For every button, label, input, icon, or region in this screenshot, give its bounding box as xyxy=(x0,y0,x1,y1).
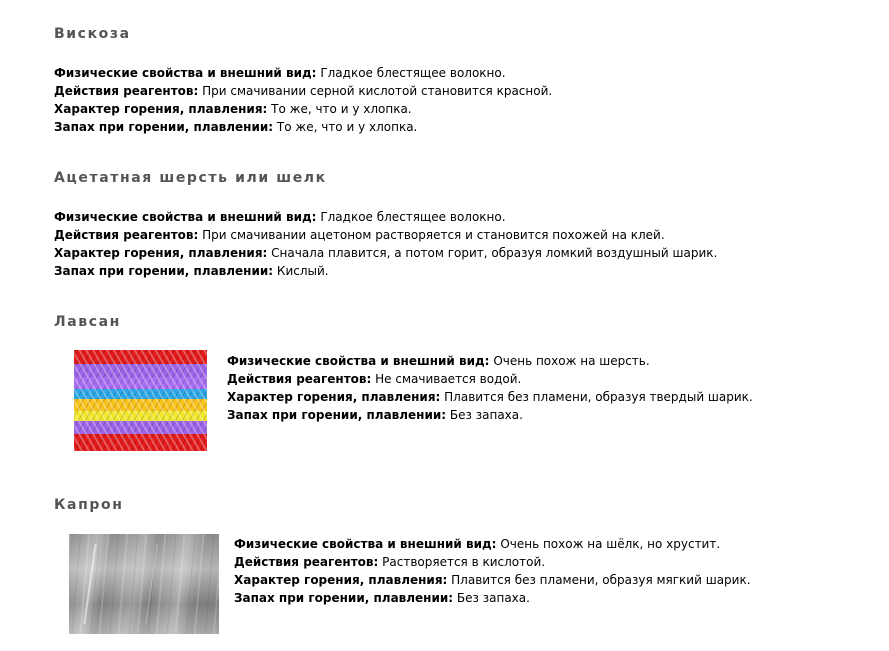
property-smell xyxy=(234,589,751,607)
property-reagents xyxy=(54,82,552,100)
property-label: Характер горения, плавления: xyxy=(234,573,448,587)
property-value: Плавится без пламени, образуя твердый шарик. xyxy=(444,390,753,404)
property-label: Физические свойства и внешний вид: xyxy=(54,210,317,224)
property-value: Очень похож на шерсть. xyxy=(493,354,650,368)
property-reagents xyxy=(234,553,751,571)
property-physical xyxy=(54,64,552,82)
property-label: Физические свойства и внешний вид: xyxy=(227,354,490,368)
property-smell xyxy=(227,406,753,424)
property-label: Запах при горении, плавлении: xyxy=(54,120,274,134)
property-physical xyxy=(227,352,753,370)
property-value: Растворяется в кислотой. xyxy=(382,555,546,569)
property-value: При смачивании ацетоном растворяется и становится похожей на клей. xyxy=(202,228,665,242)
property-value: Не смачивается водой. xyxy=(375,372,522,386)
section-title-acetate: Ацетатная шерсть или шелк xyxy=(54,170,327,186)
properties-viscose xyxy=(54,64,552,136)
property-reagents xyxy=(54,226,717,244)
property-value: Без запаха. xyxy=(456,591,530,605)
section-title-kapron: Капрон xyxy=(54,497,124,513)
property-burning xyxy=(234,571,751,589)
section-title-viscose: Вискоза xyxy=(54,26,131,42)
property-value: То же, что и у хлопка. xyxy=(276,120,418,134)
property-label: Характер горения, плавления: xyxy=(227,390,441,404)
property-burning xyxy=(54,100,552,118)
property-value: Без запаха. xyxy=(449,408,523,422)
property-label: Физические свойства и внешний вид: xyxy=(234,537,497,551)
property-label: Действия реагентов: xyxy=(54,84,199,98)
property-physical xyxy=(54,208,717,226)
property-label: Действия реагентов: xyxy=(227,372,372,386)
section-title-lavsan: Лавсан xyxy=(54,314,121,330)
property-value: Очень похож на шёлк, но хрустит. xyxy=(500,537,721,551)
lavsan-strap-image xyxy=(74,350,207,451)
property-burning xyxy=(54,244,717,262)
property-value: Сначала плавится, а потом горит, образуя ломкий воздушный шарик. xyxy=(271,246,718,260)
property-label: Характер горения, плавления: xyxy=(54,102,268,116)
property-value: Гладкое блестящее волокно. xyxy=(320,210,506,224)
property-reagents xyxy=(227,370,753,388)
property-value: Плавится без пламени, образуя мягкий шарик. xyxy=(451,573,751,587)
kapron-fabric-image xyxy=(69,534,219,634)
property-label: Действия реагентов: xyxy=(54,228,199,242)
properties-lavsan xyxy=(227,352,753,424)
property-label: Запах при горении, плавлении: xyxy=(234,591,454,605)
property-physical xyxy=(234,535,751,553)
property-value: Кислый. xyxy=(276,264,329,278)
property-burning xyxy=(227,388,753,406)
properties-kapron xyxy=(234,535,751,607)
property-value: При смачивании серной кислотой становится красной. xyxy=(202,84,553,98)
property-label: Действия реагентов: xyxy=(234,555,379,569)
property-label: Запах при горении, плавлении: xyxy=(54,264,274,278)
property-smell xyxy=(54,118,552,136)
property-label: Физические свойства и внешний вид: xyxy=(54,66,317,80)
property-smell xyxy=(54,262,717,280)
property-label: Характер горения, плавления: xyxy=(54,246,268,260)
property-value: Гладкое блестящее волокно. xyxy=(320,66,506,80)
properties-acetate xyxy=(54,208,717,280)
property-value: То же, что и у хлопка. xyxy=(271,102,412,116)
property-label: Запах при горении, плавлении: xyxy=(227,408,447,422)
